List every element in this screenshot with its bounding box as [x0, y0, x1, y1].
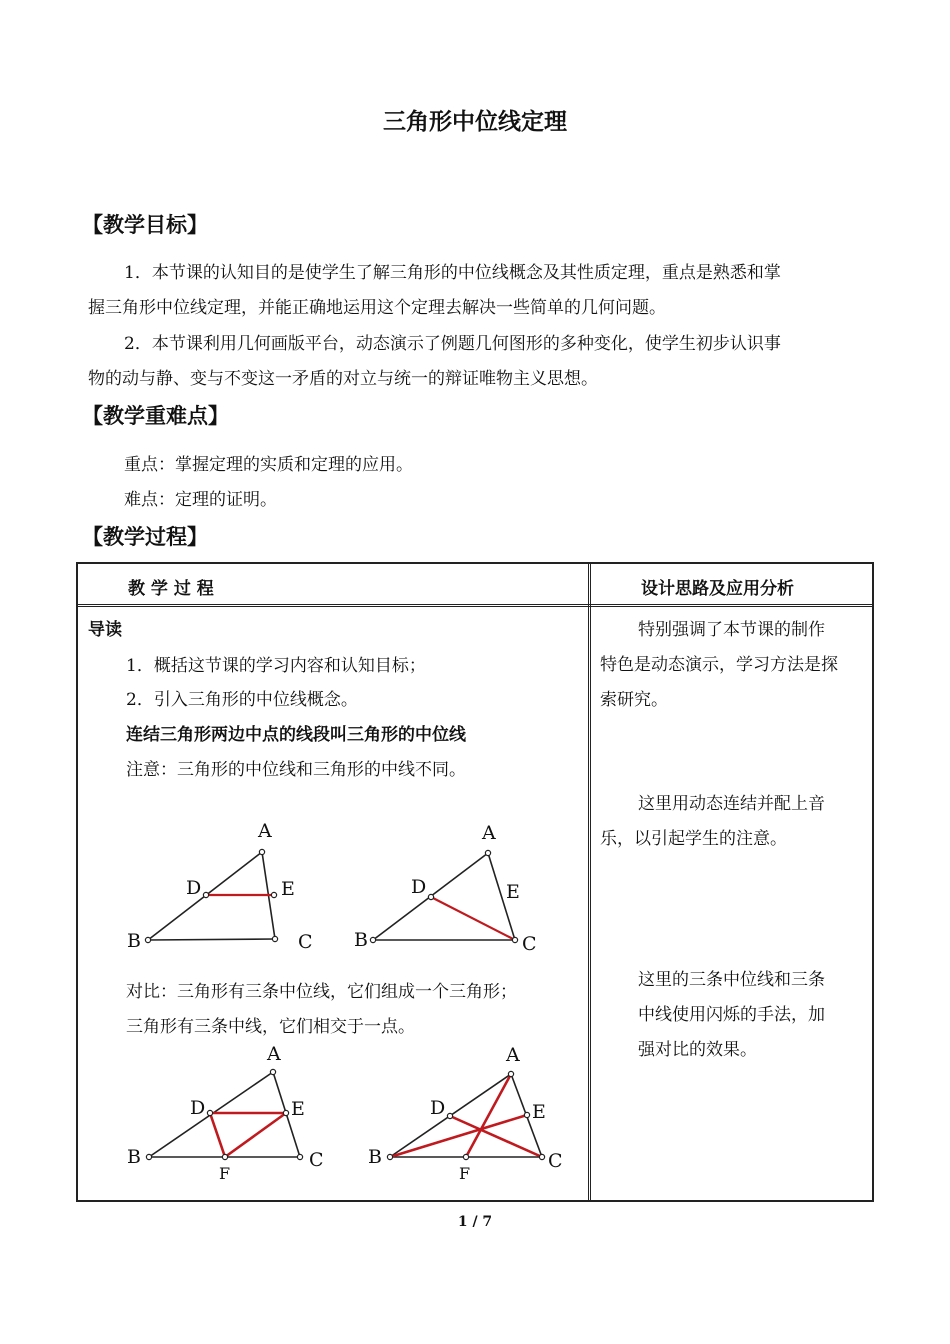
point-b	[370, 937, 375, 942]
design-note-3-line-1: 这里的三条中位线和三条	[638, 970, 825, 990]
point-d	[207, 1110, 212, 1115]
label-b: B	[354, 929, 368, 951]
section-heading-keypoints: 【教学重难点】	[82, 404, 229, 428]
median-dc	[431, 897, 515, 940]
label-c: C	[548, 1150, 563, 1172]
point-d	[203, 892, 208, 897]
point-a	[270, 1069, 275, 1074]
page-number: 1 / 7	[457, 1214, 493, 1230]
design-note-3-line-3: 强对比的效果。	[638, 1040, 757, 1060]
design-note-1-line-2: 特色是动态演示，学习方法是探	[600, 655, 838, 675]
label-b: B	[127, 1146, 141, 1168]
median-be	[390, 1115, 527, 1157]
design-note-1-line-1: 特别强调了本节课的制作	[638, 620, 825, 640]
point-f	[463, 1154, 468, 1159]
point-d	[428, 894, 433, 899]
median-af	[466, 1074, 511, 1157]
keypoint-text: 重点：掌握定理的实质和定理的应用。	[124, 455, 413, 475]
point-b	[387, 1154, 392, 1159]
label-a: A	[267, 1043, 281, 1065]
point-e	[524, 1112, 529, 1117]
point-a	[508, 1071, 513, 1076]
table-header-process: 教 学 过 程	[128, 579, 214, 599]
label-d: D	[186, 877, 202, 899]
objective-2-line-2: 物的动与静、变与不变这一矛盾的对立与统一的辩证唯物主义思想。	[88, 369, 598, 389]
point-d	[447, 1113, 452, 1118]
label-a: A	[258, 820, 272, 842]
label-b: B	[127, 930, 141, 952]
difficulty-text: 难点：定理的证明。	[124, 490, 277, 510]
point-c	[512, 937, 517, 942]
intro-item-1: 1．概括这节课的学习内容和认知目标；	[126, 656, 426, 676]
objective-1-line-2: 握三角形中位线定理，并能正确地运用这个定理去解决一些简单的几何问题。	[88, 298, 666, 318]
figure-three-medians	[360, 1040, 575, 1185]
label-d: D	[411, 876, 427, 898]
objective-1-line-1: 1．本节课的认知目的是使学生了解三角形的中位线概念及其性质定理，重点是熟悉和掌	[124, 263, 781, 283]
table-header-divider	[78, 604, 872, 607]
comparison-line-2: 三角形有三条中线，它们相交于一点。	[126, 1017, 415, 1037]
label-a: A	[482, 822, 496, 844]
point-b	[145, 937, 150, 942]
table-header-design: 设计思路及应用分析	[641, 579, 794, 599]
point-a	[259, 849, 264, 854]
page-title: 三角形中位线定理	[383, 109, 567, 135]
label-d: D	[430, 1097, 446, 1119]
midline-definition: 连结三角形两边中点的线段叫三角形的中位线	[126, 725, 466, 745]
side-bc	[148, 939, 275, 940]
label-f: F	[219, 1164, 231, 1183]
label-c: C	[309, 1149, 324, 1171]
point-e	[283, 1110, 288, 1115]
intro-heading: 导读	[88, 620, 122, 640]
label-e: E	[291, 1098, 305, 1120]
objective-2-line-1: 2．本节课利用几何画版平台，动态演示了例题几何图形的多种变化，使学生初步认识事	[124, 334, 781, 354]
section-heading-objectives: 【教学目标】	[82, 213, 208, 237]
design-note-2-line-1: 这里用动态连结并配上音	[638, 794, 825, 814]
label-b: B	[368, 1146, 382, 1168]
section-heading-process: 【教学过程】	[82, 525, 208, 549]
label-f: F	[459, 1164, 471, 1183]
design-note-1-line-3: 索研究。	[600, 690, 668, 710]
point-c	[297, 1154, 302, 1159]
figure-midline-de	[120, 815, 320, 960]
label-a: A	[506, 1044, 520, 1066]
label-c: C	[298, 931, 313, 953]
label-e: E	[506, 881, 520, 903]
label-d: D	[190, 1097, 206, 1119]
design-note-3-line-2: 中线使用闪烁的手法，加	[638, 1005, 825, 1025]
figure-three-midlines	[120, 1040, 335, 1185]
point-c	[272, 936, 277, 941]
point-e	[271, 892, 276, 897]
point-b	[146, 1154, 151, 1159]
point-c	[539, 1154, 544, 1159]
label-c: C	[522, 933, 537, 955]
figure-median-dc	[345, 815, 545, 960]
table-column-divider	[588, 564, 591, 1200]
intro-item-2: 2．引入三角形的中位线概念。	[126, 690, 358, 710]
comparison-line-1: 对比：三角形有三条中位线，它们组成一个三角形；	[126, 982, 517, 1002]
design-note-2-line-2: 乐，以引起学生的注意。	[600, 829, 787, 849]
label-e: E	[532, 1101, 546, 1123]
label-e: E	[281, 878, 295, 900]
midline-note: 注意：三角形的中位线和三角形的中线不同。	[126, 760, 466, 780]
point-a	[485, 850, 490, 855]
point-f	[222, 1154, 227, 1159]
midline-df	[210, 1113, 225, 1157]
midline-ef	[225, 1113, 286, 1157]
